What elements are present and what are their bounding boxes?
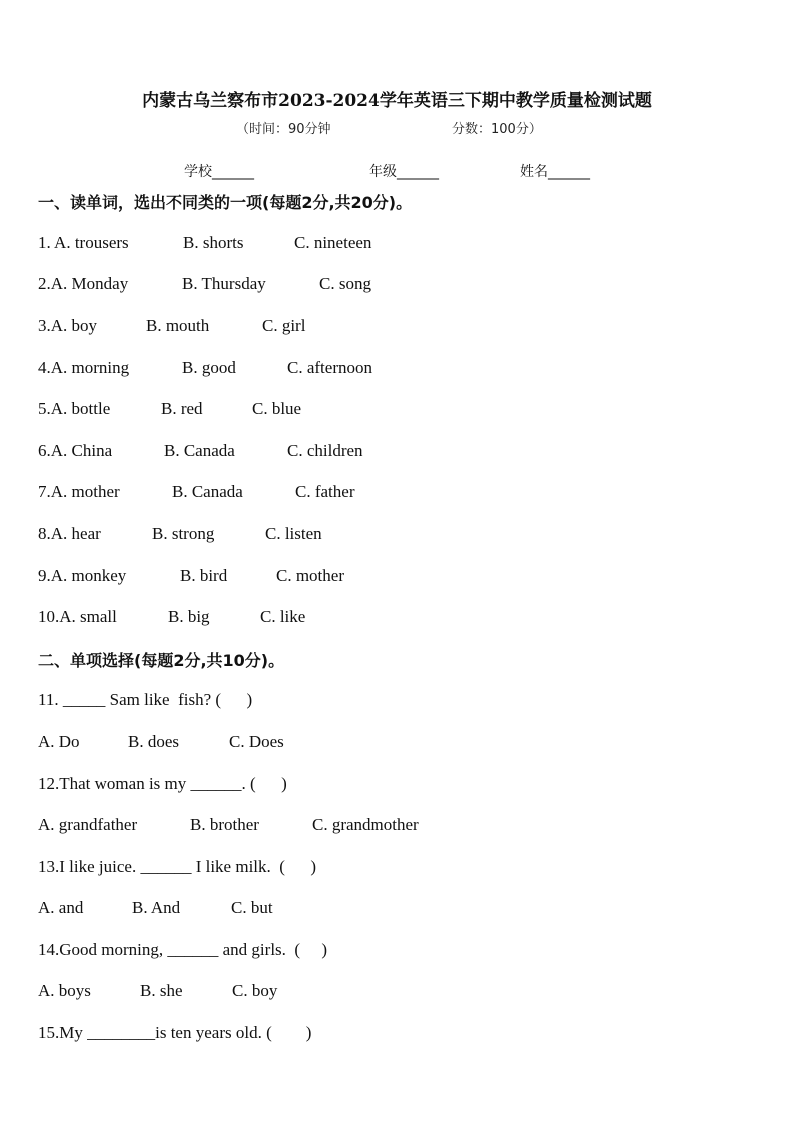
grade-field: 年级______	[369, 164, 439, 180]
question-1-option-b: B. shorts	[183, 233, 244, 252]
question-5-option-b: B. red	[161, 399, 203, 418]
exam-time: （时间：90分钟	[236, 122, 331, 137]
question-1-option-c: C. nineteen	[294, 233, 372, 252]
name-field: 姓名______	[520, 164, 590, 180]
question-14-option-a: A. boys	[38, 981, 91, 1000]
exam-score: 分数：100分）	[452, 122, 542, 137]
question-11-option-a: A. Do	[38, 732, 80, 751]
question-15	[38, 1023, 312, 1083]
section-1-heading: 一、读单词，选出不同类的一项(每题2分,共20分)。	[38, 193, 413, 212]
question-8-option-b: B. strong	[152, 524, 215, 543]
question-10-option-b: B. big	[168, 607, 210, 626]
question-12-text: 12.That woman is my ______. ( )	[38, 774, 287, 793]
question-10-option-a: 10.A. small	[38, 607, 117, 626]
question-13-option-c: C. but	[231, 898, 273, 917]
question-10-option-c: C. like	[260, 607, 306, 626]
question-9-option-c: C. mother	[276, 566, 344, 585]
question-3-option-a: 3.A. boy	[38, 316, 98, 335]
question-2-option-a: 2.A. Monday	[38, 274, 129, 293]
exam-title: 内蒙古乌兰察布市2023-2024学年英语三下期中教学质量检测试题	[142, 91, 652, 111]
question-13-text: 13.I like juice. ______ I like milk. ( )	[38, 857, 317, 876]
question-2-option-c: C. song	[319, 274, 371, 293]
question-12-option-c: C. grandmother	[312, 815, 419, 834]
question-8-option-a: 8.A. hear	[38, 524, 101, 543]
question-14-text: 14.Good morning, ______ and girls. ( )	[38, 940, 327, 959]
question-11-option-b: B. does	[128, 732, 179, 751]
question-14-option-b: B. she	[140, 981, 183, 1000]
question-6-option-b: B. Canada	[164, 441, 235, 460]
question-9-option-a: 9.A. monkey	[38, 566, 127, 585]
school-field: 学校______	[184, 164, 254, 180]
question-4-option-b: B. good	[182, 358, 236, 377]
question-11-option-c: C. Does	[229, 732, 284, 751]
question-11-text: 11. _____ Sam like fish? ( )	[38, 690, 253, 709]
question-7-option-c: C. father	[295, 482, 355, 501]
question-12-option-b: B. brother	[190, 815, 259, 834]
question-5-option-a: 5.A. bottle	[38, 399, 111, 418]
question-15-text: 15.My ________is ten years old. ( )	[38, 1023, 312, 1042]
question-9-option-b: B. bird	[180, 566, 228, 585]
question-3-option-c: C. girl	[262, 316, 306, 335]
question-13-option-a: A. and	[38, 898, 84, 917]
question-2-option-b: B. Thursday	[182, 274, 266, 293]
question-4-option-a: 4.A. morning	[38, 358, 130, 377]
question-1-option-a: 1. A. trousers	[38, 233, 129, 252]
question-8-option-c: C. listen	[265, 524, 322, 543]
question-14-option-c: C. boy	[232, 981, 278, 1000]
question-4-option-c: C. afternoon	[287, 358, 372, 377]
section-2-heading: 二、单项选择(每题2分,共10分)。	[38, 651, 285, 670]
question-13-option-b: B. And	[132, 898, 181, 917]
question-3-option-b: B. mouth	[146, 316, 210, 335]
question-6-option-c: C. children	[287, 441, 363, 460]
question-5-option-c: C. blue	[252, 399, 302, 418]
question-12-option-a: A. grandfather	[38, 815, 138, 834]
question-7-option-b: B. Canada	[172, 482, 243, 501]
question-7-option-a: 7.A. mother	[38, 482, 120, 501]
question-6-option-a: 6.A. China	[38, 441, 113, 460]
